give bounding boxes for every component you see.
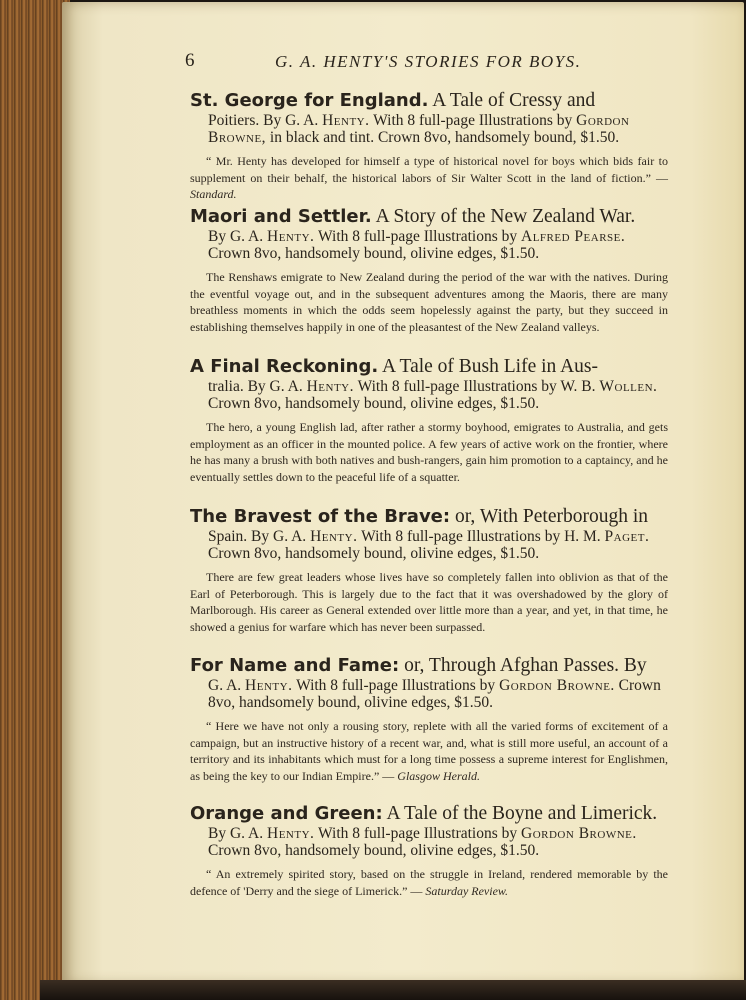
- details-text: With 8 full-page Illustrations by H. M.: [361, 528, 601, 545]
- book-entry: [190, 655, 668, 784]
- book-subtitle: A Story of the New Zealand War.: [375, 206, 636, 227]
- details-text: With 8 full-page Illustrations by: [296, 677, 496, 694]
- book-subtitle: A Tale of the Boyne and Limerick.: [386, 803, 658, 824]
- entry-heading: [190, 90, 668, 112]
- quote-source: Standard.: [190, 187, 237, 201]
- details-text: Spain. By G. A.: [208, 528, 307, 545]
- book-blurb: [190, 269, 668, 335]
- author-name: Henty.: [245, 677, 293, 694]
- details-text: Crown 8vo, handsomely bound, olivine edges, $1.50.: [208, 842, 540, 859]
- book-blurb: [190, 153, 668, 203]
- book-title: Orange and Green:: [190, 803, 383, 824]
- book-title: Maori and Settler.: [190, 206, 372, 227]
- details-text: Poitiers. By G. A.: [208, 112, 319, 129]
- author-name: Henty.: [306, 378, 354, 395]
- details-text: Crown 8vo, handsomely bound, olivine edges, $1.50.: [208, 545, 540, 562]
- illustrator-name: Wollen.: [599, 378, 658, 395]
- entry-heading: [190, 803, 668, 825]
- blurb-text: The hero, a young English lad, after rather a stormy boyhood, emigrates to Australia, and gets employment as an officer in the mounted police. A few years of active work on the frontier, where he has many a brush with both natives and bush-rangers, gain him promotion to a captaincy, and he eventually settles down to the peaceful life of a squatter.: [190, 420, 668, 484]
- blurb-text: “ An extremely spirited story, based on the struggle in Ireland, rendered memorable by the defence of 'Derry and the siege of Limerick.” —: [190, 867, 668, 898]
- book-entry: [190, 356, 668, 485]
- book-title: For Name and Fame:: [190, 655, 400, 676]
- book-blurb: [190, 569, 668, 635]
- details-text: Crown 8vo, handsomely bound, olivine edges, $1.50.: [208, 395, 540, 412]
- details-text: tralia. By G. A.: [208, 378, 303, 395]
- illustrator-name: Alfred Pearse.: [521, 228, 626, 245]
- blurb-text: There are few great leaders whose lives have so completely fallen into oblivion as that of the Earl of Peterborough. This is largely due to the fact that it was overshadowed by the glory of Marlborough. His career as General extended over little more than a year, and yet, in that time, he showed a genius for warfare which has never been surpassed.: [190, 570, 668, 634]
- page-bottom-shadow: [40, 980, 746, 1000]
- entry-heading: [190, 206, 668, 228]
- book-details: [190, 228, 668, 262]
- details-text: G. A.: [208, 677, 242, 694]
- blurb-text: “ Here we have not only a rousing story, replete with all the varied forms of excitement of a campaign, but an instructive history of a recent war, and, what is still more useful, an account of a territory and its inhabitants which must for a long time possess a supreme interest for Englishmen, as being the key to our Indian Empire.” —: [190, 719, 668, 783]
- author-name: Henty.: [310, 528, 358, 545]
- running-title: G. A. HENTY'S STORIES FOR BOYS.: [275, 52, 582, 71]
- author-name: Henty.: [267, 825, 315, 842]
- details-text: With 8 full-page Illustrations by: [318, 825, 518, 842]
- book-title: A Final Reckoning.: [190, 356, 379, 377]
- details-text: With 8 full-page Illustrations by W. B.: [357, 378, 596, 395]
- entry-heading: [190, 506, 668, 528]
- illustrator-name: Gordon Browne.: [499, 677, 615, 694]
- illustrator-name: Paget.: [604, 528, 650, 545]
- quote-source: Glasgow Herald.: [397, 768, 480, 783]
- blurb-text: “ Mr. Henty has developed for himself a type of historical novel for boys which bids fair to supplement on their behalf, the historical labors of Sir Walter Scott in the land of fiction.” —: [190, 154, 668, 185]
- details-text: By G. A.: [208, 228, 264, 245]
- book-subtitle: A Tale of Cressy and: [432, 90, 596, 111]
- details-text: Crown 8vo, handsomely bound, olivine edges, $1.50.: [208, 245, 540, 262]
- book-details: [190, 825, 668, 859]
- page-number: 6: [185, 50, 195, 71]
- book-blurb: [190, 718, 668, 784]
- author-name: Henty.: [267, 228, 315, 245]
- book-details: [190, 112, 668, 146]
- entry-heading: [190, 655, 668, 677]
- blurb-text: The Renshaws emigrate to New Zealand during the period of the war with the natives. During the eventful voyage out, and in the subsequent adventures among the Maoris, there are many breathless moments in which the odds seem hopelessly against the party, but they succeed in establishing themselves happily in one of the pleasantest of the New Zealand valleys.: [190, 270, 668, 334]
- entry-heading: [190, 356, 668, 378]
- book-blurb: [190, 419, 668, 485]
- book-subtitle: or, Through Afghan Passes. By: [404, 655, 647, 676]
- book-entry: [190, 90, 668, 203]
- author-name: Henty.: [322, 112, 370, 129]
- details-text: By G. A.: [208, 825, 264, 842]
- book-entry: [190, 506, 668, 635]
- book-page-edges: [0, 0, 70, 1000]
- book-subtitle: or, With Peterborough in: [454, 506, 649, 527]
- book-details: [190, 528, 668, 562]
- book-entry: [190, 803, 668, 899]
- book-details: [190, 378, 668, 412]
- book-subtitle: A Tale of Bush Life in Aus-: [382, 356, 599, 377]
- page-header: [185, 50, 665, 78]
- details-text: in black and tint. Crown 8vo, handsomely bound, $1.50.: [269, 129, 620, 146]
- book-details: [190, 677, 668, 711]
- illustrator-name: Gordon Browne,: [208, 112, 630, 146]
- illustrator-name: Gordon Browne.: [521, 825, 637, 842]
- book-entry: [190, 206, 668, 335]
- details-text: With 8 full-page Illustrations by: [318, 228, 518, 245]
- details-text: Crown 8vo, handsomely bound, olivine edges, $1.50.: [208, 677, 661, 711]
- book-blurb: [190, 866, 668, 899]
- quote-source: Saturday Review.: [425, 883, 509, 898]
- details-text: With 8 full-page Illustrations by: [373, 112, 573, 129]
- book-title: St. George for England.: [190, 90, 429, 111]
- book-title: The Bravest of the Brave:: [190, 506, 451, 527]
